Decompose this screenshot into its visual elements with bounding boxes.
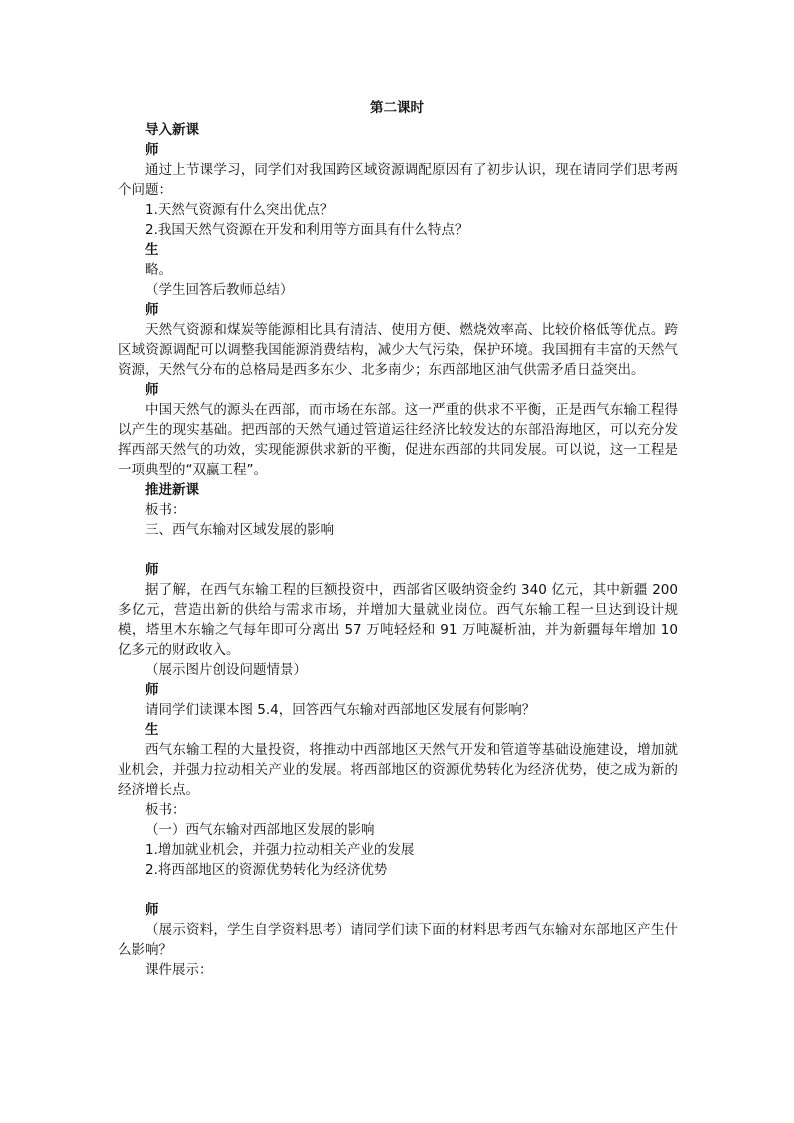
courseware-label: 课件展示： <box>145 962 213 978</box>
speaker-student: 生 <box>145 722 159 738</box>
paragraph: （展示资料，学生自学资料思考）请同学们读下面的材料思考西气东输对东部地区产生什么影响？ <box>118 922 678 958</box>
paragraph: 略。 <box>145 262 172 278</box>
speaker-teacher: 师 <box>145 902 159 918</box>
paragraph: 通过上节课学习，同学们对我国跨区域资源调配原因有了初步认识，现在请同学们思考两个问题： <box>118 162 678 198</box>
speaker-teacher: 师 <box>145 562 159 578</box>
question-item: 1.天然气资源有什么突出优点？ <box>145 202 334 218</box>
paragraph: 请同学们读课本图 5.4，回答西气东输对西部地区发展有何影响？ <box>145 702 536 718</box>
paragraph: 西气东输工程的大量投资，将推动中西部地区天然气开发和管道等基础设施建设，增加就业机会，并强力拉动相关产业的发展。将西部地区的资源优势转化为经济优势，使之成为新的经济增长点。 <box>118 742 678 798</box>
blackboard-item: 2.将西部地区的资源优势转化为经济优势 <box>145 862 388 878</box>
section-heading: 推进新课 <box>145 482 199 498</box>
speaker-teacher: 师 <box>145 302 159 318</box>
question-item: 2.我国天然气资源在开发和利用等方面具有什么特点？ <box>145 222 469 238</box>
stage-note: （学生回答后教师总结） <box>145 282 294 298</box>
blackboard-label: 板书： <box>145 502 186 518</box>
section-heading: 导入新课 <box>145 122 199 138</box>
lesson-title: 第二课时 <box>370 100 424 116</box>
blank-line <box>118 880 678 900</box>
speaker-student: 生 <box>145 242 159 258</box>
stage-note: （展示图片创设问题情景） <box>145 662 307 678</box>
blackboard-heading: （一）西气东输对西部地区发展的影响 <box>145 822 375 838</box>
blackboard-heading: 三、西气东输对区域发展的影响 <box>145 522 334 538</box>
document-body <box>118 120 678 980</box>
blackboard-item: 1.增加就业机会，并强力拉动相关产业的发展 <box>145 842 415 858</box>
speaker-teacher: 师 <box>145 142 159 158</box>
paragraph: 天然气资源和煤炭等能源相比具有清洁、使用方便、燃烧效率高、比较价格低等优点。跨区域资源调配可以调整我国能源消费结构，减少大气污染，保护环境。我国拥有丰富的天然气资源，天然气分布的总格局是西多东少、北多南少；东西部地区油气供需矛盾日益突出。 <box>118 322 678 378</box>
speaker-teacher: 师 <box>145 382 159 398</box>
paragraph: 据了解，在西气东输工程的巨额投资中，西部省区吸纳资金约 340 亿元，其中新疆 200 多亿元，营造出新的供给与需求市场，并增加大量就业岗位。西气东输工程一旦达到设计规模，塔里木东输之气每年即可分离出 57 万吨轻烃和 91 万吨凝析油，并为新疆每年增加 10 亿多元的财政收入。 <box>118 582 678 658</box>
blank-line <box>118 540 678 560</box>
paragraph: 中国天然气的源头在西部，而市场在东部。这一严重的供求不平衡，正是西气东输工程得以产生的现实基础。把西部的天然气通过管道运往经济比较发达的东部沿海地区，可以充分发挥西部天然气的功效，实现能源供求新的平衡，促进东西部的共同发展。可以说，这一工程是一项典型的“双赢工程”。 <box>118 402 678 478</box>
speaker-teacher: 师 <box>145 682 159 698</box>
blackboard-label: 板书： <box>145 802 186 818</box>
